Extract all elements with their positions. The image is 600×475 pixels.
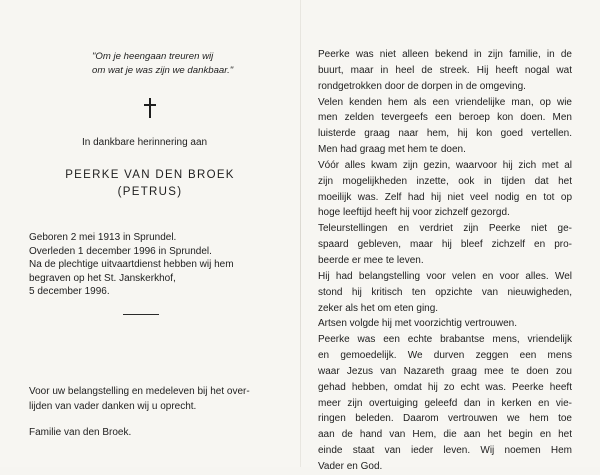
fact-line: begraven op het St. Janskerkhof,: [29, 272, 176, 284]
card-fold-line: [300, 0, 301, 467]
quote-line: "Om je heengaan treuren wij: [92, 51, 214, 62]
tribute-line: meer zijn overtuiging geleefd dan in kerken en vie-: [318, 397, 572, 409]
right-panel: [318, 0, 580, 472]
tribute-line: zeker als het om eten ging.: [318, 302, 439, 314]
life-facts: [29, 231, 291, 299]
tribute-line: luisterde graag naar hem, hij kon goed vertellen.: [318, 128, 572, 140]
fact-line: Geboren 2 mei 1913 in Sprundel.: [29, 232, 177, 243]
tribute-line: Teleurstellingen en verdriet zijn Peerke niet ge-: [318, 223, 572, 235]
family-signature: Familie van den Broek.: [29, 427, 132, 438]
tribute-line: Artsen volgde hij met voorzichtig vertrouwen.: [318, 318, 517, 330]
tribute-text: [318, 47, 572, 475]
divider: [123, 314, 159, 315]
tribute-line: einde staat van ieder leven. Wij noemen Hem: [318, 445, 572, 457]
tribute-line: Vader en God.: [318, 460, 383, 472]
tribute-line: moeilijk was. Zelf had hij niet veel nodig en tot op: [318, 191, 572, 203]
tribute-line: beerde er mee te leven.: [318, 254, 424, 266]
tribute-line: spaard gebleven, maar hij bleef zichzelf en pro-: [318, 239, 572, 251]
tribute-line: Men had graag met hem te doen.: [318, 144, 466, 156]
tribute-line: Peerke was een echte brabantse mens, vriendelijk: [318, 334, 572, 346]
tribute-line: Velen kenden hem als een vriendelijke man, op wie: [318, 96, 572, 108]
thanks-line: lijden van vader danken wij u oprecht.: [29, 400, 197, 412]
thanks-note: [29, 385, 291, 414]
tribute-line: Hij had belangstelling voor velen en voor alles. Wel: [318, 270, 572, 282]
left-panel: [0, 0, 300, 467]
deceased-alias: (PETRUS): [117, 186, 183, 198]
tribute-line: hoge leeftijd heeft hij voor zichzelf gezorgd.: [318, 207, 510, 219]
tribute-line: stond hij kritisch ten opzichte van nieuwigheden,: [318, 286, 572, 298]
tribute-line: en gemoedelijk. We durven zeggen een mens: [318, 350, 572, 362]
tribute-line: gehad hebben, omdat hij zo echt was. Peerke heeft: [318, 381, 572, 393]
tribute-line: Peerke was niet alleen bekend in zijn familie, in de: [318, 49, 572, 60]
tribute-line: waar Jezus van Nazareth graag mee te doen zou: [318, 365, 572, 377]
remembrance-intro: In dankbare herinnering aan: [82, 137, 208, 148]
fact-line: Overleden 1 december 1996 in Sprundel.: [29, 245, 212, 257]
fact-line: 5 december 1996.: [29, 286, 110, 297]
tribute-line: zijn mogelijkheden inzette, ook in tijden dat het: [318, 175, 572, 187]
tribute-line: ringen beleden. Daarom vertrouwen we hem toe: [318, 413, 572, 425]
quote-line: om wat je was zijn we dankbaar.": [92, 65, 234, 76]
opening-quote: [92, 50, 292, 78]
tribute-line: men zelden tevergeefs een beroep kon doen. Men: [318, 112, 572, 124]
tribute-line: rondgetrokken door de dorpen in de omgeving.: [318, 80, 526, 92]
tribute-line: buurt, maar in heel de streek. Hij heeft nogal wat: [318, 64, 572, 76]
cross-icon: [144, 98, 156, 118]
thanks-line: Voor uw belangstelling en medeleven bij het over-: [29, 386, 250, 397]
fact-line: Na de plechtige uitvaartdienst hebben wij hem: [29, 259, 234, 270]
tribute-line: aan de hand van Hem, die aan het begin en het: [318, 429, 572, 441]
deceased-name: PEERKE VAN DEN BROEK: [65, 169, 235, 181]
tribute-line: Vóór alles kwam zijn gezin, waarvoor hij zich met al: [318, 159, 572, 171]
